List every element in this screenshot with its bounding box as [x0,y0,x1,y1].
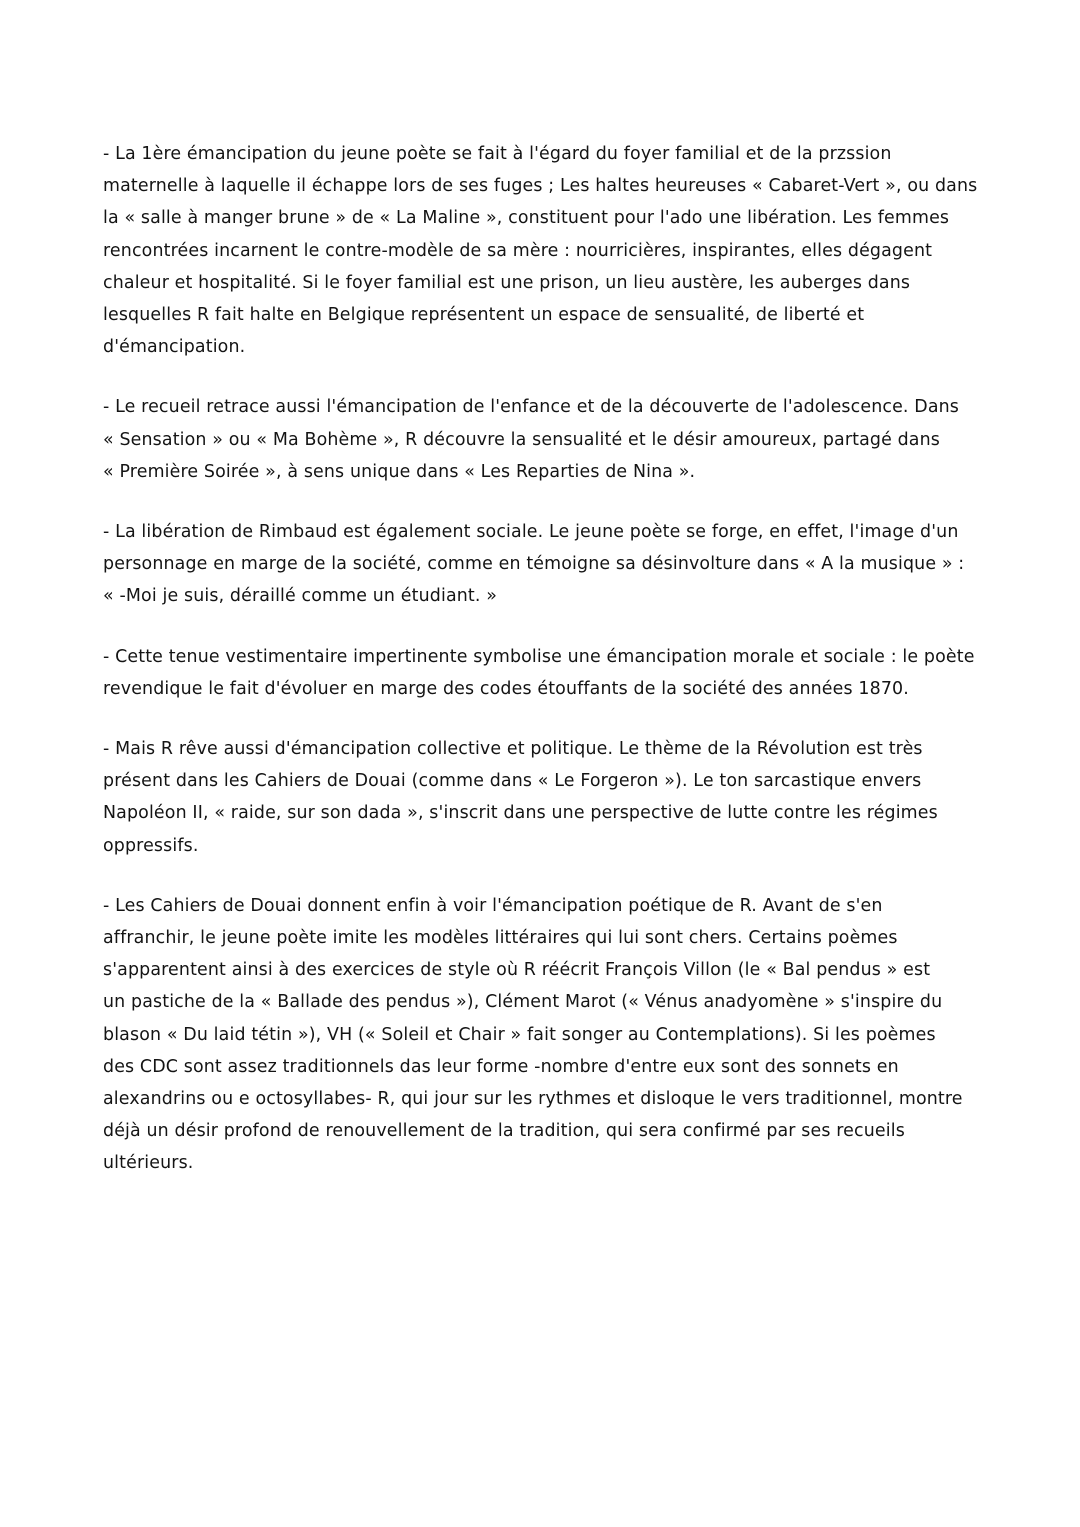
paragraph-poetic-emancipation [103,890,983,1180]
text-line: - Le recueil retrace aussi l'émancipation de l'enfance et de la découverte de l'adolescence. Dans [103,397,960,418]
text-line: blason « Du laid tétin »), VH (« Soleil et Chair » fait songer au Contemplations). Si les poèmes [103,1024,936,1045]
text-line: maternelle à laquelle il échappe lors de ses fuges ; Les haltes heureuses « Cabaret-Vert », ou dans [103,176,978,197]
text-line: « Sensation » ou « Ma Bohème », R découvre la sensualité et le désir amoureux, partagé dans [103,429,940,450]
text-line: des CDC sont assez traditionnels das leur forme -nombre d'entre eux sont des sonnets en [103,1056,899,1077]
paragraph-political [103,733,983,862]
text-line: Napoléon II, « raide, sur son dada », s'inscrit dans une perspective de lutte contre les régimes [103,803,938,824]
text-line: « -Moi je suis, déraillé comme un étudiant. » [103,586,498,607]
text-line: rencontrées incarnent le contre-modèle de sa mère : nourricières, inspirantes, elles dégagent [103,240,933,261]
text-line: présent dans les Cahiers de Douai (comme dans « Le Forgeron »). Le ton sarcastique envers [103,771,922,792]
text-line: chaleur et hospitalité. Si le foyer familial est une prison, un lieu austère, les auberges dans [103,272,911,293]
text-line: - La 1ère émancipation du jeune poète se fait à l'égard du foyer familial et de la przssion [103,144,892,164]
text-line: personnage en marge de la société, comme en témoigne sa désinvolture dans « A la musique » : [103,554,965,575]
paragraph-social-liberation [103,516,983,613]
text-line: alexandrins ou e octosyllabes- R, qui jour sur les rythmes et disloque le vers traditionnel, montre [103,1089,963,1110]
text-line: déjà un désir profond de renouvellement de la tradition, qui sera confirmé par ses recueils [103,1121,905,1142]
text-line: affranchir, le jeune poète imite les modèles littéraires qui lui sont chers. Certains poèmes [103,928,898,949]
text-line: - Mais R rêve aussi d'émancipation collective et politique. Le thème de la Révolution est très [103,739,923,760]
text-line: ultérieurs. [103,1153,194,1174]
paragraph-spacer [103,488,983,516]
text-line: oppressifs. [103,835,199,856]
text-line: - Cette tenue vestimentaire impertinente symbolise une émancipation morale et sociale : le poète [103,646,975,667]
paragraph-spacer [103,862,983,890]
text-line: revendique le fait d'évoluer en marge des codes étouffants de la société des années 1870. [103,678,909,699]
paragraph-spacer [103,363,983,391]
paragraph-adolescence [103,391,983,488]
text-line: - La libération de Rimbaud est également sociale. Le jeune poète se forge, en effet, l'image d'un [103,522,959,543]
paragraph-spacer [103,705,983,733]
text-line: lesquelles R fait halte en Belgique représentent un espace de sensualité, de liberté et [103,305,865,326]
paragraph-family-emancipation [103,138,983,363]
text-line: la « salle à manger brune » de « La Maline », constituent pour l'ado une libération. Les femmes [103,208,950,229]
document-body [103,138,983,1180]
paragraph-dress-code [103,641,983,705]
text-line: - Les Cahiers de Douai donnent enfin à voir l'émancipation poétique de R. Avant de s'en [103,895,883,916]
text-line: d'émancipation. [103,337,246,358]
text-line: « Première Soirée », à sens unique dans « Les Reparties de Nina ». [103,461,696,482]
text-line: s'apparentent ainsi à des exercices de style où R réécrit François Villon (le « Bal pendus » est [103,960,931,981]
paragraph-spacer [103,613,983,641]
text-line: un pastiche de la « Ballade des pendus »), Clément Marot (« Vénus anadyomène » s'inspire du [103,992,943,1013]
